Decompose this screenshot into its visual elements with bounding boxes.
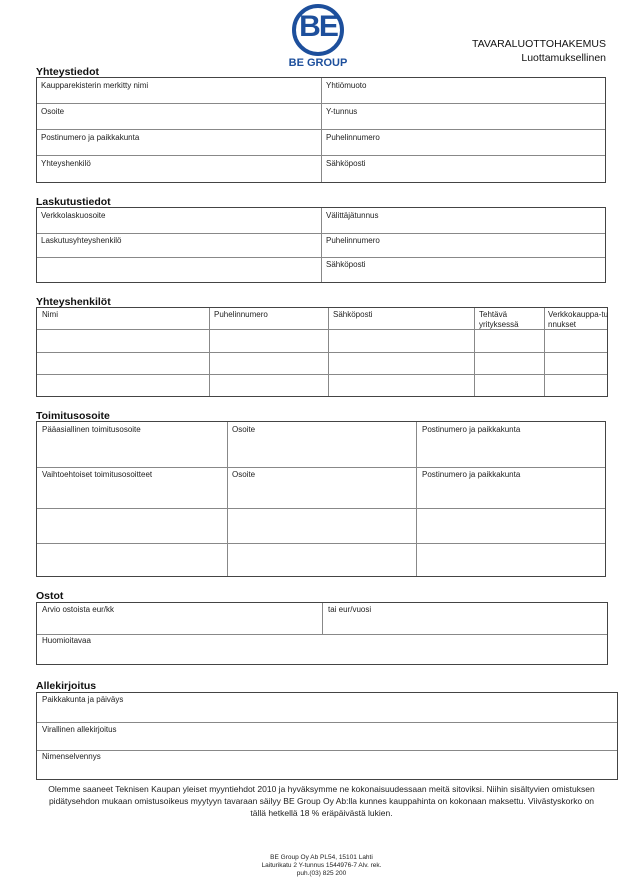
- section-title-allekirjoitus: Allekirjoitus: [36, 680, 97, 692]
- terms-text: Olemme saaneet Teknisen Kaupan yleiset myyntiehdot 2010 ja hyväksymme ne kokonaisuudessaan meitä sitoviksi. Niihin sisältyvien omistuksen pidätysehdon mukaan omistusoikeus myytyyn tavaraan säilyy BE Group Oy Ab:lla kunnes kauppahinta on kokonaan maksettu. Viivästyskorko on tällä hetkellä 18 % eräpäivästä lukien.: [48, 784, 595, 818]
- field-name-clarification[interactable]: Nimenselvennys: [42, 752, 101, 761]
- section-title-laskutustiedot: Laskutustiedot: [36, 196, 111, 208]
- table-row[interactable]: [37, 353, 607, 374]
- field-operator-id[interactable]: Välittäjätunnus: [326, 211, 379, 220]
- field-official-signature[interactable]: Virallinen allekirjoitus: [42, 725, 117, 734]
- toimitusosoite-box: [36, 421, 606, 577]
- field-billing-email[interactable]: Sähköposti: [326, 260, 366, 269]
- column-header-phone: Puhelinnumero: [214, 310, 268, 319]
- allekirjoitus-box: [36, 692, 618, 780]
- field-delivery-address[interactable]: Osoite: [232, 425, 256, 434]
- field-e-invoice-address[interactable]: Verkkolaskuosoite: [41, 211, 106, 220]
- column-header-webshop-credentials: Verkkokauppa-tunnukset: [548, 310, 609, 329]
- column-header-email: Sähköposti: [333, 310, 373, 319]
- field-billing-phone[interactable]: Puhelinnumero: [326, 236, 380, 245]
- footer-phone: puh.(03) 825 200: [296, 870, 347, 877]
- field-purchases-per-year[interactable]: tai eur/vuosi: [328, 605, 372, 614]
- table-row[interactable]: [37, 330, 607, 352]
- field-contact-person[interactable]: Yhteyshenkilö: [41, 159, 91, 168]
- table-row[interactable]: [37, 375, 607, 396]
- yhteyshenkilot-table: [36, 307, 608, 397]
- footer-address: BE Group Oy Ab PL54, 15101 Lahti: [270, 854, 373, 861]
- field-email[interactable]: Sähköposti: [326, 159, 366, 168]
- field-business-id[interactable]: Y-tunnus: [326, 107, 358, 116]
- field-alternative-delivery-addresses[interactable]: Vaihtoehtoiset toimitusosoitteet: [42, 470, 153, 479]
- field-place-and-date[interactable]: Paikkakunta ja päiväys: [42, 695, 124, 704]
- footer-business-id: Laiturikatu 2 Y-tunnus 1544976-7 Alv. rek.: [261, 862, 382, 869]
- field-address[interactable]: Osoite: [41, 107, 65, 116]
- field-primary-delivery-address[interactable]: Pääasiallinen toimitusosoite: [42, 425, 141, 434]
- section-title-yhteystiedot: Yhteystiedot: [36, 66, 100, 78]
- section-title-yhteyshenkilot: Yhteyshenkilöt: [36, 296, 111, 308]
- field-billing-contact[interactable]: Laskutusyhteyshenkilö: [41, 236, 122, 245]
- laskutustiedot-box: [36, 207, 606, 283]
- column-header-role: Tehtävä yrityksessä: [479, 310, 519, 329]
- field-alt-delivery-address[interactable]: Osoite: [232, 470, 256, 479]
- company-footer: [0, 854, 643, 878]
- be-group-logo: [289, 4, 347, 76]
- confidentiality-label: Luottamuksellinen: [521, 52, 606, 64]
- section-title-toimitusosoite: Toimitusosoite: [36, 410, 110, 422]
- field-company-form[interactable]: Yhtiömuoto: [326, 81, 367, 90]
- field-company-name[interactable]: Kaupparekisterin merkitty nimi: [41, 81, 149, 90]
- form-title: TAVARALUOTTOHAKEMUS: [472, 38, 606, 50]
- logo-text: BE: [299, 10, 337, 43]
- field-phone[interactable]: Puhelinnumero: [326, 133, 380, 142]
- field-notes[interactable]: Huomioitavaa: [42, 636, 91, 645]
- ostot-box: [36, 602, 608, 665]
- field-alt-delivery-postal-city[interactable]: Postinumero ja paikkakunta: [422, 470, 521, 479]
- column-header-name: Nimi: [42, 310, 58, 319]
- field-purchases-per-month[interactable]: Arvio ostoista eur/kk: [42, 605, 115, 614]
- section-title-ostot: Ostot: [36, 590, 64, 602]
- yhteystiedot-box: [36, 77, 606, 183]
- field-postal-code-city[interactable]: Postinumero ja paikkakunta: [41, 133, 140, 142]
- field-delivery-postal-city[interactable]: Postinumero ja paikkakunta: [422, 425, 521, 434]
- logo-subtext: BE GROUP: [288, 57, 348, 69]
